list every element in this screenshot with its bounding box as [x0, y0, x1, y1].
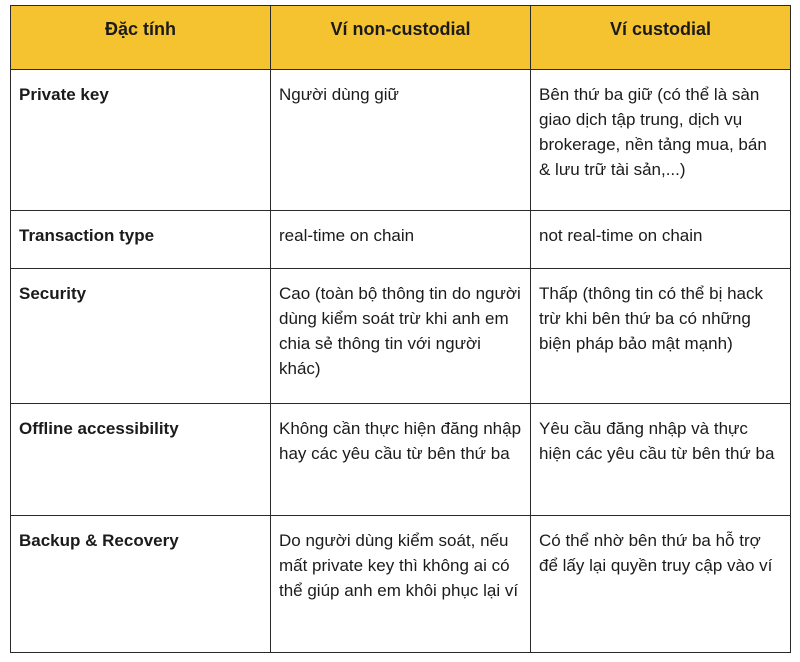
header-non-custodial: Ví non-custodial — [271, 6, 531, 70]
wallet-comparison-table — [10, 5, 791, 653]
row-custodial-cell: Bên thứ ba giữ (có thể là sàn giao dịch tập trung, dịch vụ brokerage, nền tảng mua, bán & lưu trữ tài sản,...) — [531, 70, 791, 211]
table-row — [11, 211, 791, 269]
row-custodial-cell: not real-time on chain — [531, 211, 791, 269]
table-row — [11, 70, 791, 211]
row-non-custodial-cell: Do người dùng kiểm soát, nếu mất private key thì không ai có thể giúp anh em khôi phục lại ví — [271, 516, 531, 653]
row-non-custodial-cell: real-time on chain — [271, 211, 531, 269]
header-custodial: Ví custodial — [531, 6, 791, 70]
row-custodial-cell: Yêu cầu đăng nhập và thực hiện các yêu cầu từ bên thứ ba — [531, 404, 791, 516]
row-feature-cell: Offline accessibility — [11, 404, 271, 516]
row-non-custodial-cell: Không cần thực hiện đăng nhập hay các yêu cầu từ bên thứ ba — [271, 404, 531, 516]
row-feature-cell: Private key — [11, 70, 271, 211]
row-feature-cell: Transaction type — [11, 211, 271, 269]
table-row — [11, 516, 791, 653]
row-custodial-cell: Có thể nhờ bên thứ ba hỗ trợ để lấy lại quyền truy cập vào ví — [531, 516, 791, 653]
table-row — [11, 404, 791, 516]
row-non-custodial-cell: Người dùng giữ — [271, 70, 531, 211]
row-feature-cell: Security — [11, 269, 271, 404]
table-row — [11, 269, 791, 404]
row-feature-cell: Backup & Recovery — [11, 516, 271, 653]
header-row — [11, 6, 791, 70]
header-feature: Đặc tính — [11, 6, 271, 70]
row-non-custodial-cell: Cao (toàn bộ thông tin do người dùng kiểm soát trừ khi anh em chia sẻ thông tin với người khác) — [271, 269, 531, 404]
row-custodial-cell: Thấp (thông tin có thể bị hack trừ khi bên thứ ba có những biện pháp bảo mật mạnh) — [531, 269, 791, 404]
